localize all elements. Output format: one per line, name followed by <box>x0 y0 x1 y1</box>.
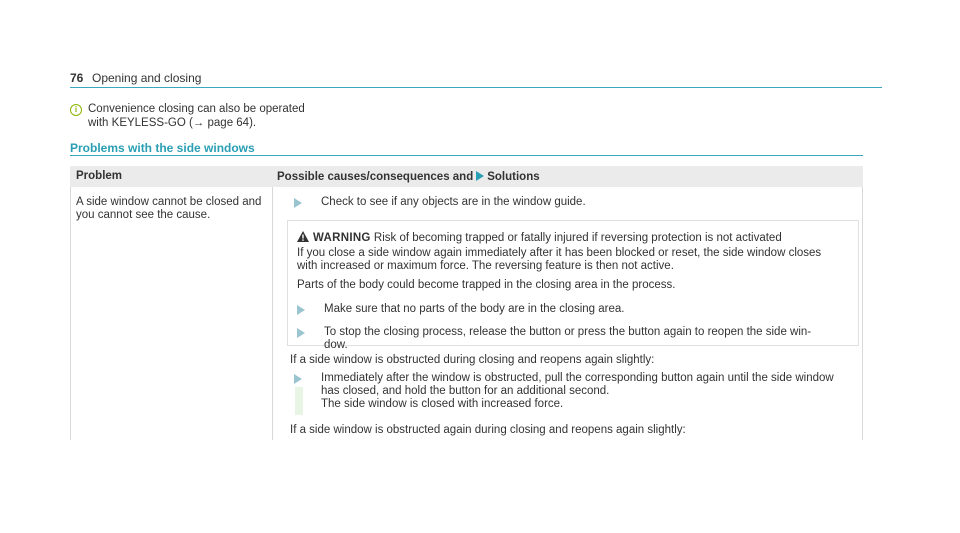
warning-label: WARNING <box>313 232 371 244</box>
step-triangle-icon <box>294 374 302 384</box>
note-line-1: Convenience closing can also be operated <box>88 103 305 115</box>
play-triangle-icon <box>476 171 484 181</box>
problem-line-2: you cannot see the cause. <box>76 209 211 221</box>
step-check-window-guide: Check to see if any objects are in the window guide. <box>294 196 586 209</box>
col-header-problem: Problem <box>76 170 123 182</box>
obstructed-text-2: If a side window is obstructed again during closing and reopens again slightly: <box>290 424 686 436</box>
step-triangle-icon <box>297 328 305 338</box>
section-title: Problems with the side windows <box>70 141 255 155</box>
warning-triangle-icon <box>297 231 309 242</box>
step-pull-button-again: Immediately after the window is obstructed, pull the corresponding button again until the side window has closed, and hold the button for an additional second. The side window is closed with increased force. <box>294 372 834 411</box>
col-header-solutions <box>277 171 540 183</box>
col-header-causes: Possible causes/consequences and <box>277 171 474 183</box>
col-header-solutions-label: Solutions <box>487 171 540 183</box>
info-note <box>70 102 305 130</box>
page-title: Opening and closing <box>92 71 202 85</box>
info-icon: i <box>70 104 82 116</box>
warning-title: Risk of becoming trapped or fatally injured if reversing protection is not activated <box>373 232 782 244</box>
table-right-border <box>862 187 863 440</box>
warning-box <box>287 220 859 351</box>
warning-paragraph-2: Parts of the body could become trapped in the closing area in the process. <box>297 279 676 291</box>
problem-line-1: A side window cannot be closed and <box>76 196 262 208</box>
warning-step-stop-closing: To stop the closing process, release the button or press the button again to reopen the side win- <box>297 326 811 339</box>
problems-table <box>70 166 863 440</box>
warning-paragraph-1: If you close a side window again immediately after it has been blocked or reset, the side window closes with increased or maximum force. The reversing feature is then not active. <box>297 247 822 272</box>
header-rule <box>70 87 882 88</box>
warning-step-no-body-parts: Make sure that no parts of the body are in the closing area. <box>297 303 624 316</box>
table-header <box>70 166 863 187</box>
step-triangle-icon <box>294 198 302 208</box>
obstructed-text-1: If a side window is obstructed during closing and reopens again slightly: <box>290 354 655 366</box>
step-triangle-icon <box>297 305 305 315</box>
page-number: 76 <box>70 71 84 85</box>
note-line-2: with KEYLESS-GO (→ page 64). <box>88 117 257 129</box>
warning-heading <box>297 231 782 244</box>
warning-step-stop-closing-cont: dow. <box>324 339 348 351</box>
table-left-border <box>70 187 71 440</box>
table-col-divider <box>272 187 273 440</box>
problem-cell <box>76 196 271 222</box>
section-rule <box>70 155 863 156</box>
